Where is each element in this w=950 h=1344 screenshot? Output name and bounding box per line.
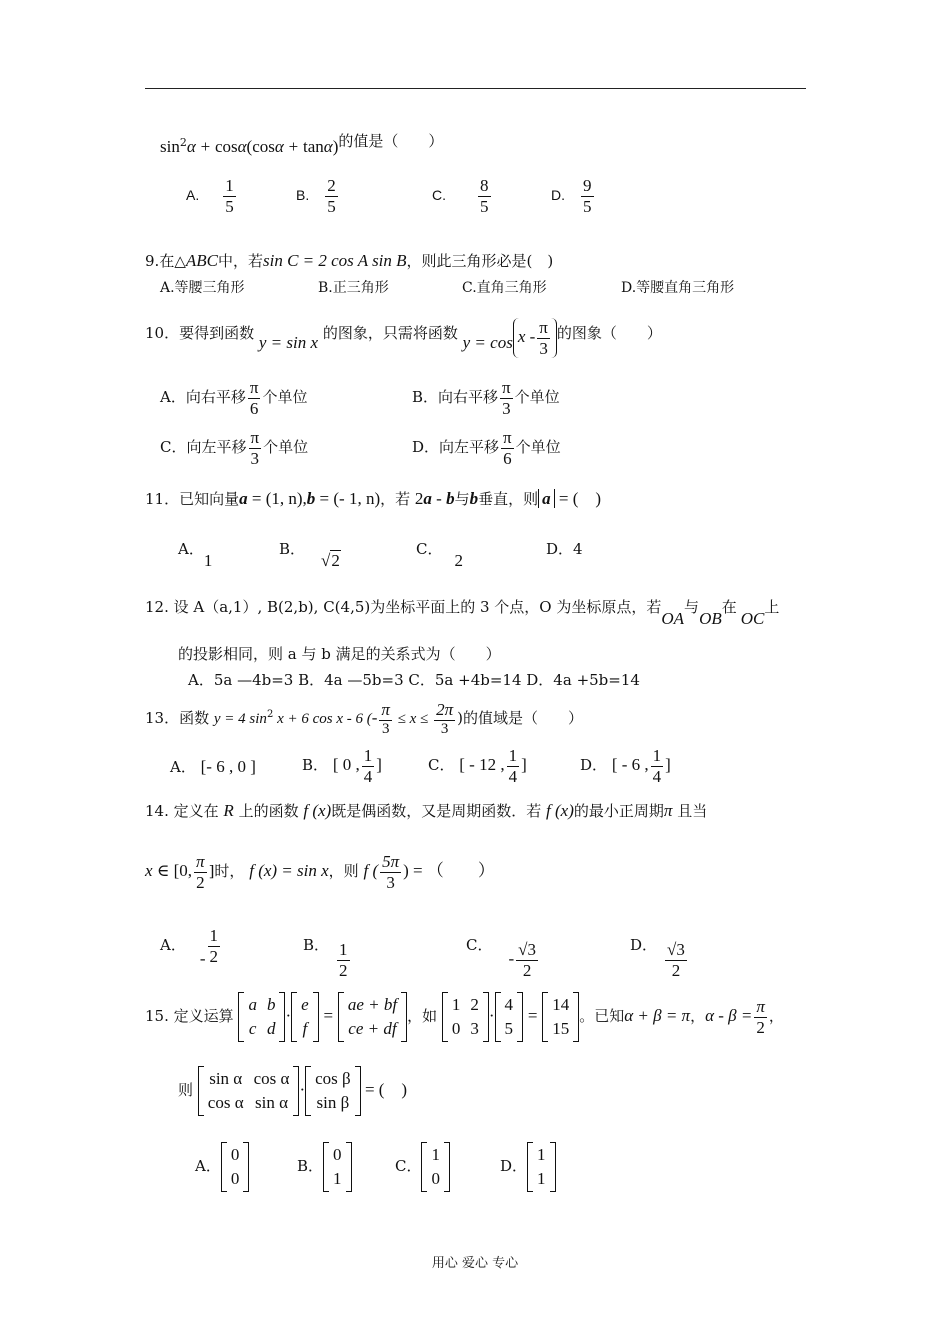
matrix-abcd: a b c d <box>238 992 285 1042</box>
matrix-example-vec: 4 5 <box>495 992 524 1042</box>
q14-stem-line1: 14. 定义在 R 上的函数 f (x)既是偶函数，又是周期函数．若 f (x)的最小正周期π 且当 <box>145 801 708 820</box>
q10-option-c: C．向左平移 $\frac{\pi}{3}$ 个单位 <box>160 428 309 468</box>
q11-stem: 11．已知向量a = (1, n),b = (- 1, n)，若 2a - b与b垂直，则 a = ( ) <box>145 489 602 508</box>
q15-stem-line2: 则 sin α cos α cos α sin α · cos β sin β = ( ) <box>178 1066 407 1116</box>
q14-option-d: D． $\frac{√3}{2}$ <box>630 936 685 980</box>
q8-option-c: C. $\frac{8}{5}$ <box>432 176 489 216</box>
q10-option-b: B．向右平移 $\frac{\pi}{3}$ 个单位 <box>412 378 560 418</box>
q8-expression: $\sin^2\alpha + \cos\alpha(\cos\alpha + \tan\alpha)$的值是（ ） <box>160 132 444 156</box>
q8-option-d: D. $\frac{9}{5}$ <box>551 176 592 216</box>
q10-option-d: D．向左平移 $\frac{\pi}{6}$ 个单位 <box>412 428 561 468</box>
q14-option-b: B． $\frac{1}{2}$ <box>303 936 348 980</box>
q12-stem-line2: 的投影相同，则 a 与 b 满足的关系式为（ ） <box>178 645 501 663</box>
q8-option-a: A. $\frac{1}{5}$ <box>186 176 234 216</box>
q11-option-a: A．1 <box>178 540 213 570</box>
q9-option-a: A.等腰三角形 <box>160 280 245 296</box>
matrix-example-result: 14 15 <box>542 992 579 1042</box>
q15-stem-line1: 15. 定义运算 a b c d · e f = ae + bf ce + df ，如 1 2 0 3 · 4 5 = 14 15 。已知α + β = π，α - β = $\frac{\pi}{2}$ ， <box>145 992 784 1042</box>
q8-option-b: B. $\frac{2}{5}$ <box>296 176 336 216</box>
q9-option-b: B.正三角形 <box>318 280 389 296</box>
page-footer: 用心 爱心 专心 <box>431 1256 519 1271</box>
q15-option-b: B． 0 1 <box>297 1142 352 1192</box>
q10-stem: 10．要得到函数 y = sin x 的图象，只需将函数 y = cos x - $\frac{\pi}{3}$ 的图象（ ） <box>145 318 662 358</box>
q13-option-c: C． [ - 12 , $\frac{1}{4}$ ] <box>428 746 527 786</box>
q13-option-d: D． [ - 6 , $\frac{1}{4}$ ] <box>580 746 671 786</box>
q10-option-a: A．向右平移 $\frac{\pi}{6}$ 个单位 <box>160 378 308 418</box>
q15-option-d: D． 1 1 <box>500 1142 556 1192</box>
q12-stem-line1: 12. 设 A（a,1）, B(2,b), C(4,5)为坐标平面上的 3 个点，O 为坐标原点，若OA与OB在OC上 <box>145 598 780 628</box>
matrix-trig-vec: cos β sin β <box>305 1066 361 1116</box>
matrix-example: 1 2 0 3 <box>442 992 489 1042</box>
matrix-ef: e f <box>291 992 319 1042</box>
q13-stem: 13．函数 y = 4 $\sin^2 x + 6$ cos x - 6 (- $\frac{\pi}{3}$ ≤ x ≤ $\frac{2\pi}{3}$ )的值域是（ ） <box>145 700 583 737</box>
q12-options: A．5a —4b=3 B．4a —5b=3 C．5a +4b=14 D．4a +5b=14 <box>188 671 640 689</box>
q14-option-c: C．- $\frac{√3}{2}$ <box>466 936 536 980</box>
q11-option-c: C．2 <box>416 540 463 570</box>
q9-stem: 9.在△ABC中，若sin C = 2 cos A sin B，则此三角形必是( ) <box>145 251 554 270</box>
q11-option-b: B．√2 <box>279 540 340 570</box>
q15-option-c: C． 1 0 <box>395 1142 450 1192</box>
q15-option-a: A． 0 0 <box>195 1142 249 1192</box>
q13-option-a: A． [- 6 , 0 ] <box>170 757 256 776</box>
matrix-trig: sin α cos α cos α sin α <box>198 1066 300 1116</box>
q13-option-b: B． [ 0 , $\frac{1}{4}$ ] <box>302 746 382 786</box>
q14-stem-line2: x ∈ [0, $\frac{\pi}{2}$ ]时， f (x) = sin x，则 f ( $\frac{5\pi}{3}$ ) = （ ） <box>145 852 495 892</box>
header-rule <box>145 88 806 89</box>
q11-option-d: D．4 <box>546 540 583 558</box>
q14-option-a: A．- $\frac{1}{2}$ <box>160 926 219 969</box>
matrix-result: ae + bf ce + df <box>338 992 407 1042</box>
q9-option-d: D.等腰直角三角形 <box>621 280 735 296</box>
q9-option-c: C.直角三角形 <box>462 280 547 296</box>
